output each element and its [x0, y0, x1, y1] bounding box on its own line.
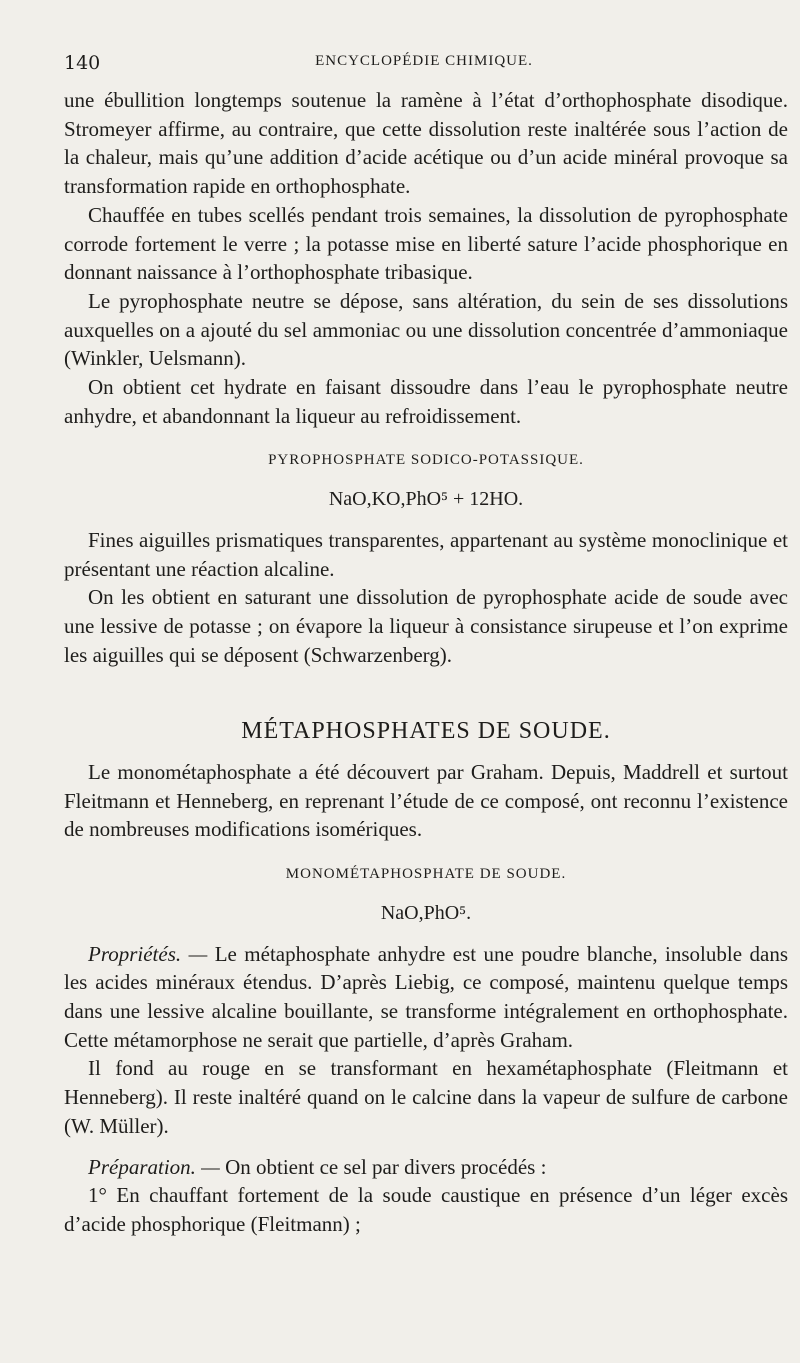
section-title: MÉTAPHOSPHATES DE SOUDE.: [241, 718, 611, 745]
preparation-label: Préparation. —: [88, 1154, 220, 1179]
paragraph: Chauffée en tubes scellés pendant trois semaines, la dissolution de pyrophosphate corrode fortement le verre ; la potasse mise en liberté sature l’acide phosphorique en donnant naissance à l’orthophosphate tribasique.: [64, 202, 788, 285]
subheading: PYROPHOSPHATE SODICO-POTASSIQUE.: [268, 452, 584, 469]
page-body: [64, 86, 788, 1239]
paragraph: On obtient cet hydrate en faisant dissoudre dans l’eau le pyrophosphate neutre anhydre, et abandonnant la liqueur au refroidissement.: [64, 375, 788, 428]
subheading: MONOMÉTAPHOSPHATE DE SOUDE.: [285, 866, 567, 883]
paragraph: Le pyrophosphate neutre se dépose, sans altération, du sein de ses dissolutions auxquelles on a ajouté du sel ammoniac ou une dissolution concentrée d’ammoniaque (Winkler, Uelsmann).: [64, 288, 788, 371]
properties-label: Propriétés. —: [88, 941, 208, 966]
paragraph: Le monométaphosphate a été découvert par Graham. Depuis, Maddrell et surtout Fleitmann et Henneberg, en reprenant l’étude de ce composé, ont reconnu l’existence de nombreuses modifications isomériques.: [64, 760, 788, 842]
paragraph: On les obtient en saturant une dissolution de pyrophosphate acide de soude avec une lessive de potasse ; on évapore la liqueur à consistance sirupeuse et l’on exprime les aiguilles qui se déposent (Schwarzenberg).: [64, 585, 788, 667]
paragraph-preparation: [64, 1153, 788, 1182]
paragraph: 1° En chauffant fortement de la soude caustique en présence d’un léger excès d’acide phosphorique (Fleitmann) ;: [64, 1183, 788, 1236]
chemical-formula: NaO,PhO⁵.: [380, 901, 472, 924]
paragraph: Fines aiguilles prismatiques transparentes, appartenant au système monoclinique et présentant une réaction alcaline.: [64, 527, 788, 581]
paragraph-properties: [64, 940, 788, 1055]
chemical-formula: NaO,KO,PhO⁵ + 12HO.: [328, 488, 524, 511]
preparation-text: On obtient ce sel par divers procédés :: [219, 1154, 547, 1179]
running-title: ENCYCLOPÉDIE CHIMIQUE.: [315, 53, 533, 69]
paragraph: une ébullition longtemps soutenue la ramène à l’état d’orthophosphate disodique. Stromeyer affirme, au contraire, que cette dissolution reste inaltérée sous l’action de la chaleur, mais qu’une addition d’acide acétique ou d’un acide minéral provoque sa transformation rapide en orthophosphate.: [64, 88, 788, 199]
page-number: 140: [64, 52, 101, 74]
paragraph: Il fond au rouge en se transformant en hexamétaphosphate (Fleitmann et Henneberg). Il reste inaltéré quand on le calcine dans la vapeur de sulfure de carbone (W. Müller).: [64, 1056, 788, 1138]
page-header: [64, 52, 784, 82]
properties-text: Le métaphosphate anhydre est une poudre blanche, insoluble dans les acides minéraux étendus. D’après Liebig, ce composé, maintenu quelque temps dans une lessive alcaline bouillante, se transforme intégralement en orthophosphate. Cette métamorphose ne serait que partielle, d’après Graham.: [64, 941, 788, 1052]
